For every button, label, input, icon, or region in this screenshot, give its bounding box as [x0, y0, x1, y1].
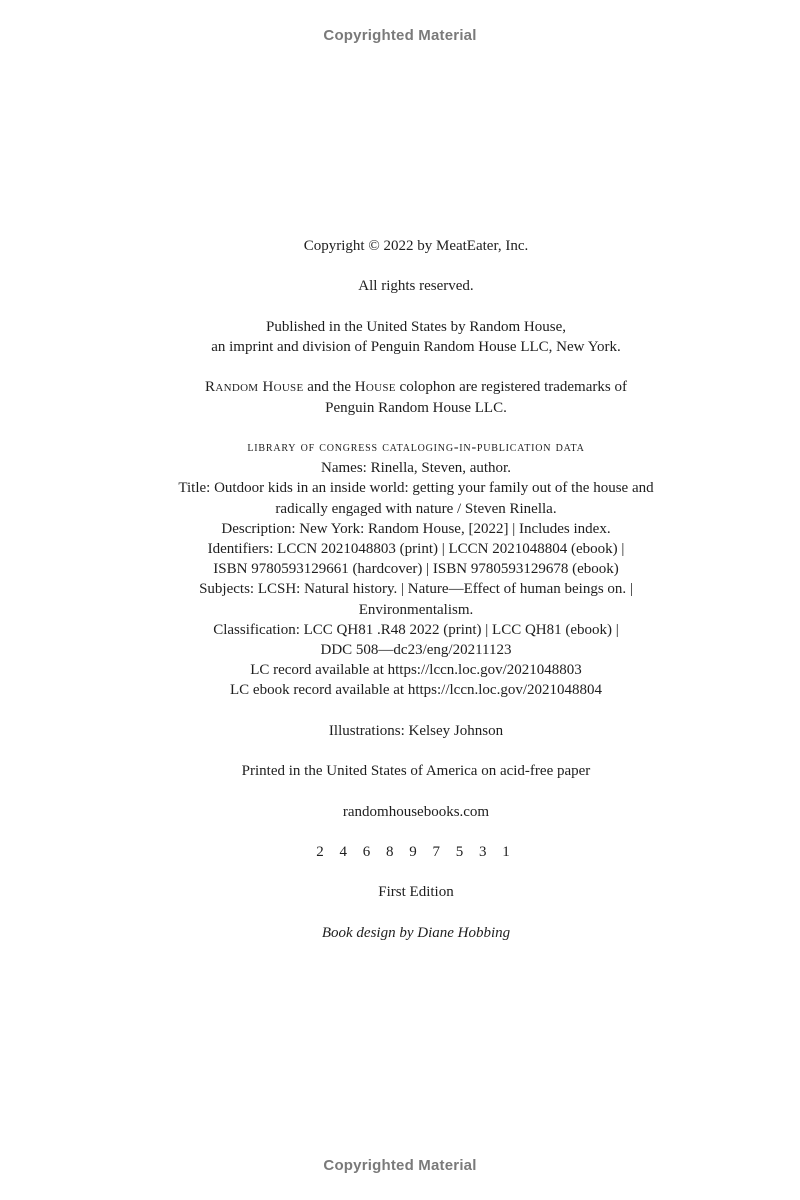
copyright-notice: Copyright © 2022 by MeatEater, Inc.	[303, 238, 529, 254]
edition-block	[0, 882, 800, 902]
watermark-bottom: Copyrighted Material	[323, 1157, 477, 1174]
printing-number-line: 2 4 6 8 9 7 5 3 1	[316, 843, 516, 860]
rights-block	[0, 276, 800, 296]
design-block	[0, 923, 800, 943]
cip-line: Identifiers: LCCN 2021048803 (print) | LCCN 2021048804 (ebook) |	[207, 540, 625, 557]
cip-line: LC record available at https://lccn.loc.gov/2021048803	[250, 662, 582, 679]
website-block	[0, 802, 800, 822]
cip-heading: library of congress cataloging-in-publication data	[247, 439, 585, 455]
trademark-block	[0, 377, 800, 417]
printed-block	[0, 761, 800, 781]
cip-line: Title: Outdoor kids in an inside world: getting your family out of the house and	[178, 480, 654, 497]
watermark-top: Copyrighted Material	[323, 27, 477, 44]
cip-line: Classification: LCC QH81 .R48 2022 (print) | LCC QH81 (ebook) |	[213, 621, 619, 638]
cip-line: Names: Rinella, Steven, author.	[321, 460, 511, 477]
published-line-2: an imprint and division of Penguin Random House LLC, New York.	[211, 338, 621, 355]
cip-line: Environmentalism.	[358, 601, 474, 618]
cip-line: LC ebook record available at https://lccn.loc.gov/2021048804	[230, 682, 602, 699]
printing-line-block	[0, 842, 800, 862]
published-line-1: Published in the United States by Random House,	[266, 318, 566, 335]
cip-line: radically engaged with nature / Steven Rinella.	[275, 500, 557, 517]
printed-statement: Printed in the United States of America on acid-free paper	[241, 763, 591, 780]
cip-line: ISBN 9780593129661 (hardcover) | ISBN 9780593129678 (ebook)	[213, 561, 619, 578]
cip-data-block	[0, 438, 800, 701]
illustrations-credit: Illustrations: Kelsey Johnson	[328, 722, 504, 739]
copyright-notice-block	[0, 236, 800, 256]
book-design-credit: Book design by Diane Hobbing	[321, 924, 511, 941]
edition-statement: First Edition	[378, 884, 454, 901]
publisher-website: randomhousebooks.com	[342, 803, 490, 820]
trademark-line-1	[0, 377, 800, 397]
trademark-mid-text: and the	[303, 379, 355, 396]
trademark-brand-random-house: Random House	[205, 379, 304, 396]
cip-line: Description: New York: Random House, [2022] | Includes index.	[221, 520, 611, 537]
copyright-page	[0, 236, 800, 963]
rights-reserved: All rights reserved.	[358, 278, 474, 295]
trademark-line-2: Penguin Random House LLC.	[325, 399, 507, 416]
cip-line: DDC 508—dc23/eng/20211123	[320, 642, 512, 658]
cip-line: Subjects: LCSH: Natural history. | Nature—Effect of human beings on. |	[199, 581, 633, 598]
publisher-block	[0, 317, 800, 357]
trademark-brand-house: House	[354, 379, 396, 396]
illustrations-block	[0, 721, 800, 741]
trademark-rest-text: colophon are registered trademarks of	[395, 379, 627, 396]
